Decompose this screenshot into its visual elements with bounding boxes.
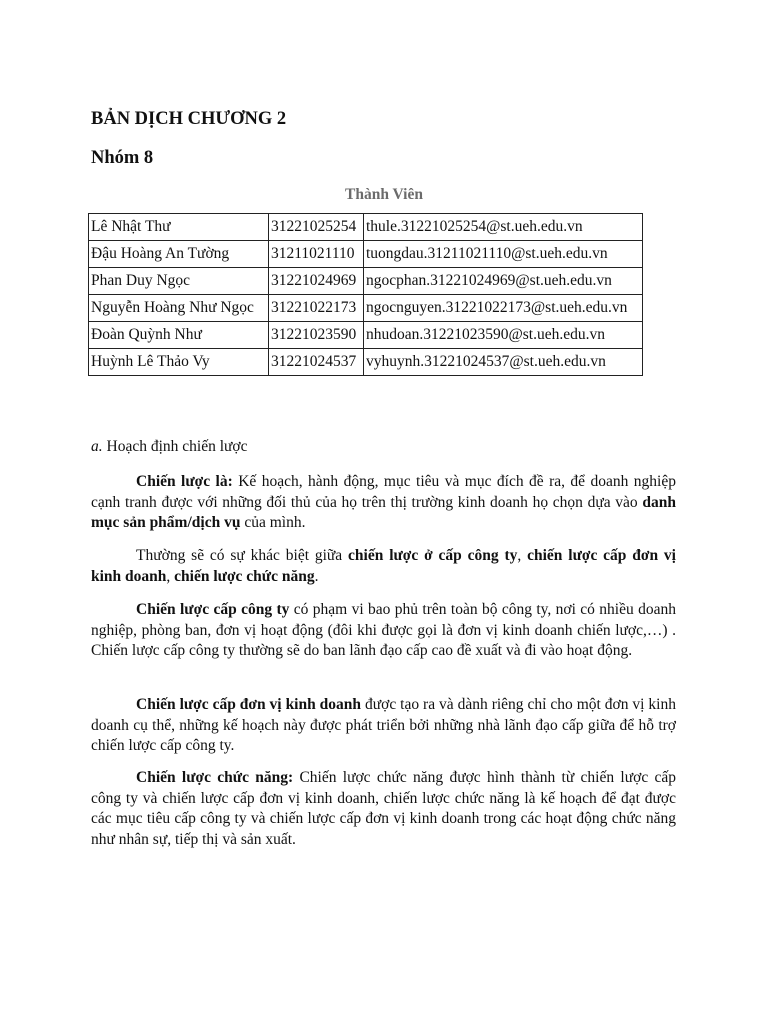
section-title: Hoạch định chiến lược — [102, 438, 248, 455]
body-text: , — [517, 547, 528, 564]
term: Chiến lược là: — [136, 473, 233, 490]
body-text: , — [166, 567, 175, 585]
term: Chiến lược chức năng: — [136, 769, 294, 786]
members-caption: Thành Viên — [345, 186, 423, 203]
body-text: được tạo ra và dành riêng chỉ cho một đơn vị kinh doanh cụ thể, những kế hoạch này được phát triển bởi những nhà lãnh đạo cấp giữa để hỗ trợ chiến lược cấp công ty. — [91, 696, 676, 754]
paragraph-business-unit-strategy — [91, 695, 676, 757]
term: chiến lược chức năng — [174, 567, 315, 585]
paragraph-corporate-strategy — [91, 600, 676, 662]
member-name: Đoàn Quỳnh Như — [89, 322, 269, 349]
paragraph-strategy-definition — [91, 472, 676, 534]
member-name: Huỳnh Lê Thảo Vy — [89, 349, 269, 376]
table-row — [89, 241, 643, 268]
body-text: Chiến lược chức năng được hình thành từ chiến lược cấp công ty và chiến lược cấp đơn vị kinh doanh, chiến lược chức năng là kế hoạch để đạt được các mục tiêu cấp công ty và chiến lược cấp đơn vị kinh doanh trong các hoạt động chức năng như nhân sự, tiếp thị và sản xuất. — [91, 769, 676, 848]
member-id: 31211021110 — [269, 241, 364, 268]
member-email: vyhuynh.31221024537@st.ueh.edu.vn — [364, 349, 643, 376]
member-email: ngocnguyen.31221022173@st.ueh.edu.vn — [364, 295, 643, 322]
member-name: Phan Duy Ngọc — [89, 268, 269, 295]
member-id: 31221024969 — [269, 268, 364, 295]
section-marker: a. — [91, 438, 103, 455]
member-id: 31221024537 — [269, 349, 364, 376]
table-row — [89, 214, 643, 241]
member-name: Nguyễn Hoàng Như Ngọc — [89, 295, 269, 322]
body-text: . — [314, 567, 319, 585]
member-name: Lê Nhật Thư — [89, 214, 269, 241]
member-email: ngocphan.31221024969@st.ueh.edu.vn — [364, 268, 643, 295]
member-id: 31221025254 — [269, 214, 364, 241]
table-row — [89, 268, 643, 295]
body-text: Thường sẽ có sự khác biệt giữa — [136, 547, 349, 564]
member-name: Đậu Hoàng An Tường — [89, 241, 269, 268]
document-title: BẢN DỊCH CHƯƠNG 2 — [91, 109, 287, 129]
member-id: 31221023590 — [269, 322, 364, 349]
member-email: tuongdau.31211021110@st.ueh.edu.vn — [364, 241, 643, 268]
table-row — [89, 322, 643, 349]
body-text: có phạm vi bao phủ trên toàn bộ công ty, nơi có nhiều doanh nghiệp, phòng ban, đơn vị hoạt động (đôi khi được gọi là đơn vị kinh doanh chiến lược,…) . Chiến lược cấp công ty thường sẽ do ban lãnh đạo cấp cao đề xuất và đi vào hoạt động. — [91, 601, 676, 659]
member-id: 31221022173 — [269, 295, 364, 322]
term: chiến lược ở cấp công ty — [348, 547, 518, 564]
body-text: Kế hoạch, hành động, mục tiêu và mục đích đề ra, để doanh nghiệp cạnh tranh được với những đối thủ của họ trên thị trường kinh doanh họ chọn dựa vào — [91, 473, 676, 511]
term: Chiến lược cấp đơn vị kinh doanh — [136, 696, 362, 713]
group-heading: Nhóm 8 — [91, 148, 154, 168]
member-email: nhudoan.31221023590@st.ueh.edu.vn — [364, 322, 643, 349]
term: Chiến lược cấp công ty — [136, 601, 290, 618]
table-row — [89, 295, 643, 322]
body-text: của mình. — [240, 514, 306, 531]
member-email: thule.31221025254@st.ueh.edu.vn — [364, 214, 643, 241]
paragraph-strategy-levels — [91, 546, 676, 587]
term: danh mục sản phẩm/dịch vụ — [91, 493, 676, 531]
paragraph-functional-strategy — [91, 768, 676, 850]
term: chiến lược cấp đơn vị kinh doanh — [91, 547, 676, 585]
members-table — [88, 213, 643, 376]
section-heading — [91, 438, 247, 456]
table-row — [89, 349, 643, 376]
